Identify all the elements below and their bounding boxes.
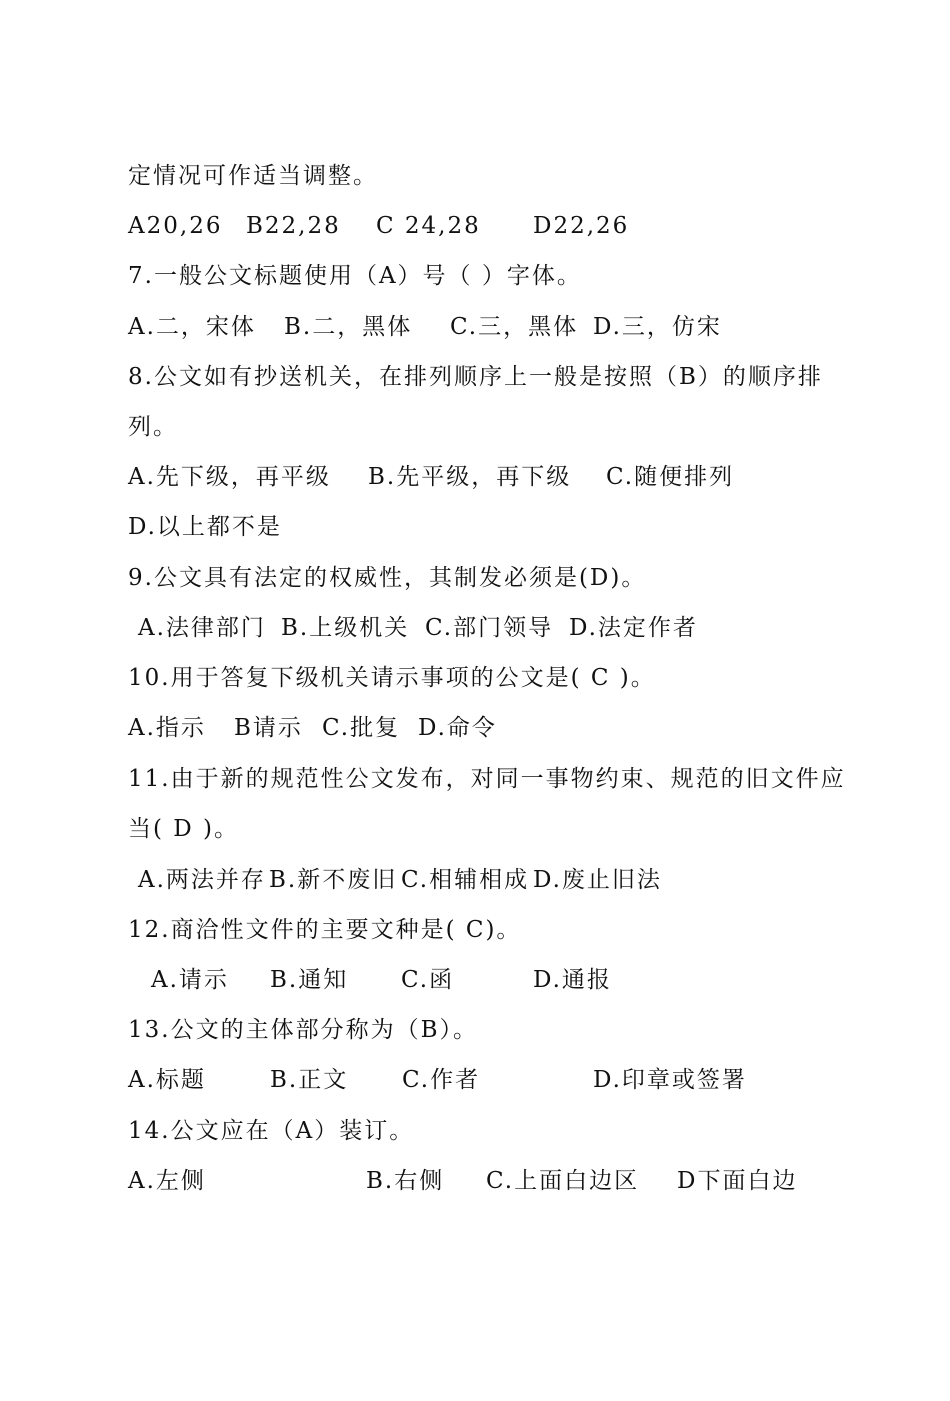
option-d: D.法定作者 bbox=[569, 615, 698, 641]
option-d: D.废止旧法 bbox=[533, 867, 662, 893]
option-d: D下面白边 bbox=[677, 1168, 798, 1194]
options-row-q6 bbox=[128, 206, 630, 246]
options-row-q7 bbox=[128, 307, 722, 347]
question-14: 14.公文应在（A）装订。 bbox=[128, 1118, 415, 1144]
option-c: C.相辅相成 bbox=[401, 867, 530, 893]
option-a: A20,26 bbox=[128, 213, 223, 239]
option-d: D.三，仿宋 bbox=[593, 314, 722, 340]
option-c: C 24,28 bbox=[376, 213, 481, 239]
option-b: B.上级机关 bbox=[281, 615, 410, 641]
option-a: A.左侧 bbox=[128, 1168, 206, 1194]
text-line-continuation: 定情况可作适当调整。 bbox=[128, 163, 378, 189]
option-d: D.命令 bbox=[418, 715, 497, 741]
option-b: B.通知 bbox=[270, 967, 349, 993]
option-c: C.部门领导 bbox=[425, 615, 554, 641]
question-10: 10.用于答复下级机关请示事项的公文是( C )。 bbox=[128, 665, 656, 691]
option-b: B请示 bbox=[234, 715, 303, 741]
options-row-q11 bbox=[138, 860, 662, 900]
options-row-q9 bbox=[138, 608, 698, 648]
option-c: C.函 bbox=[401, 967, 455, 993]
option-b: B.新不废旧 bbox=[269, 867, 398, 893]
question-8: 8.公文如有抄送机关，在排列顺序上一般是按照（B）的顺序排 bbox=[128, 364, 823, 390]
option-a: A.两法并存 bbox=[138, 867, 266, 893]
option-d: D.以上都不是 bbox=[128, 514, 282, 540]
options-row-q8 bbox=[128, 457, 735, 497]
option-c: C.作者 bbox=[402, 1067, 481, 1093]
options-row-q13 bbox=[128, 1060, 747, 1100]
question-13: 13.公文的主体部分称为（B）。 bbox=[128, 1017, 478, 1043]
option-d: D.印章或签署 bbox=[593, 1067, 747, 1093]
options-row-q14 bbox=[128, 1161, 798, 1201]
question-7: 7.一般公文标题使用（A）号（ ）字体。 bbox=[128, 263, 582, 289]
option-c: C.三，黑体 bbox=[450, 314, 579, 340]
question-9: 9.公文具有法定的权威性，其制发必须是(D)。 bbox=[128, 565, 647, 591]
option-a: A.二，宋体 bbox=[128, 314, 256, 340]
option-a: A.请示 bbox=[151, 967, 229, 993]
question-12: 12.商洽性文件的主要文种是( C)。 bbox=[128, 917, 522, 943]
question-11-continuation: 当( D )。 bbox=[128, 816, 240, 842]
options-row-q10 bbox=[128, 708, 497, 748]
option-b: B.右侧 bbox=[366, 1168, 445, 1194]
option-c: C.批复 bbox=[322, 715, 401, 741]
option-b: B.先平级，再下级 bbox=[368, 464, 572, 490]
option-a: A.标题 bbox=[128, 1067, 206, 1093]
option-b: B.正文 bbox=[270, 1067, 349, 1093]
options-row-q12 bbox=[151, 960, 612, 1000]
option-a: A.法律部门 bbox=[138, 615, 266, 641]
option-c: C.随便排列 bbox=[606, 464, 735, 490]
option-a: A.指示 bbox=[128, 715, 206, 741]
question-8-continuation: 列。 bbox=[128, 414, 178, 440]
option-a: A.先下级，再平级 bbox=[128, 464, 331, 490]
option-b: B22,28 bbox=[246, 213, 341, 239]
option-d: D22,26 bbox=[533, 213, 630, 239]
option-b: B.二，黑体 bbox=[284, 314, 413, 340]
option-d: D.通报 bbox=[533, 967, 612, 993]
question-11: 11.由于新的规范性公文发布，对同一事物约束、规范的旧文件应 bbox=[128, 766, 846, 792]
option-c: C.上面白边区 bbox=[486, 1168, 640, 1194]
